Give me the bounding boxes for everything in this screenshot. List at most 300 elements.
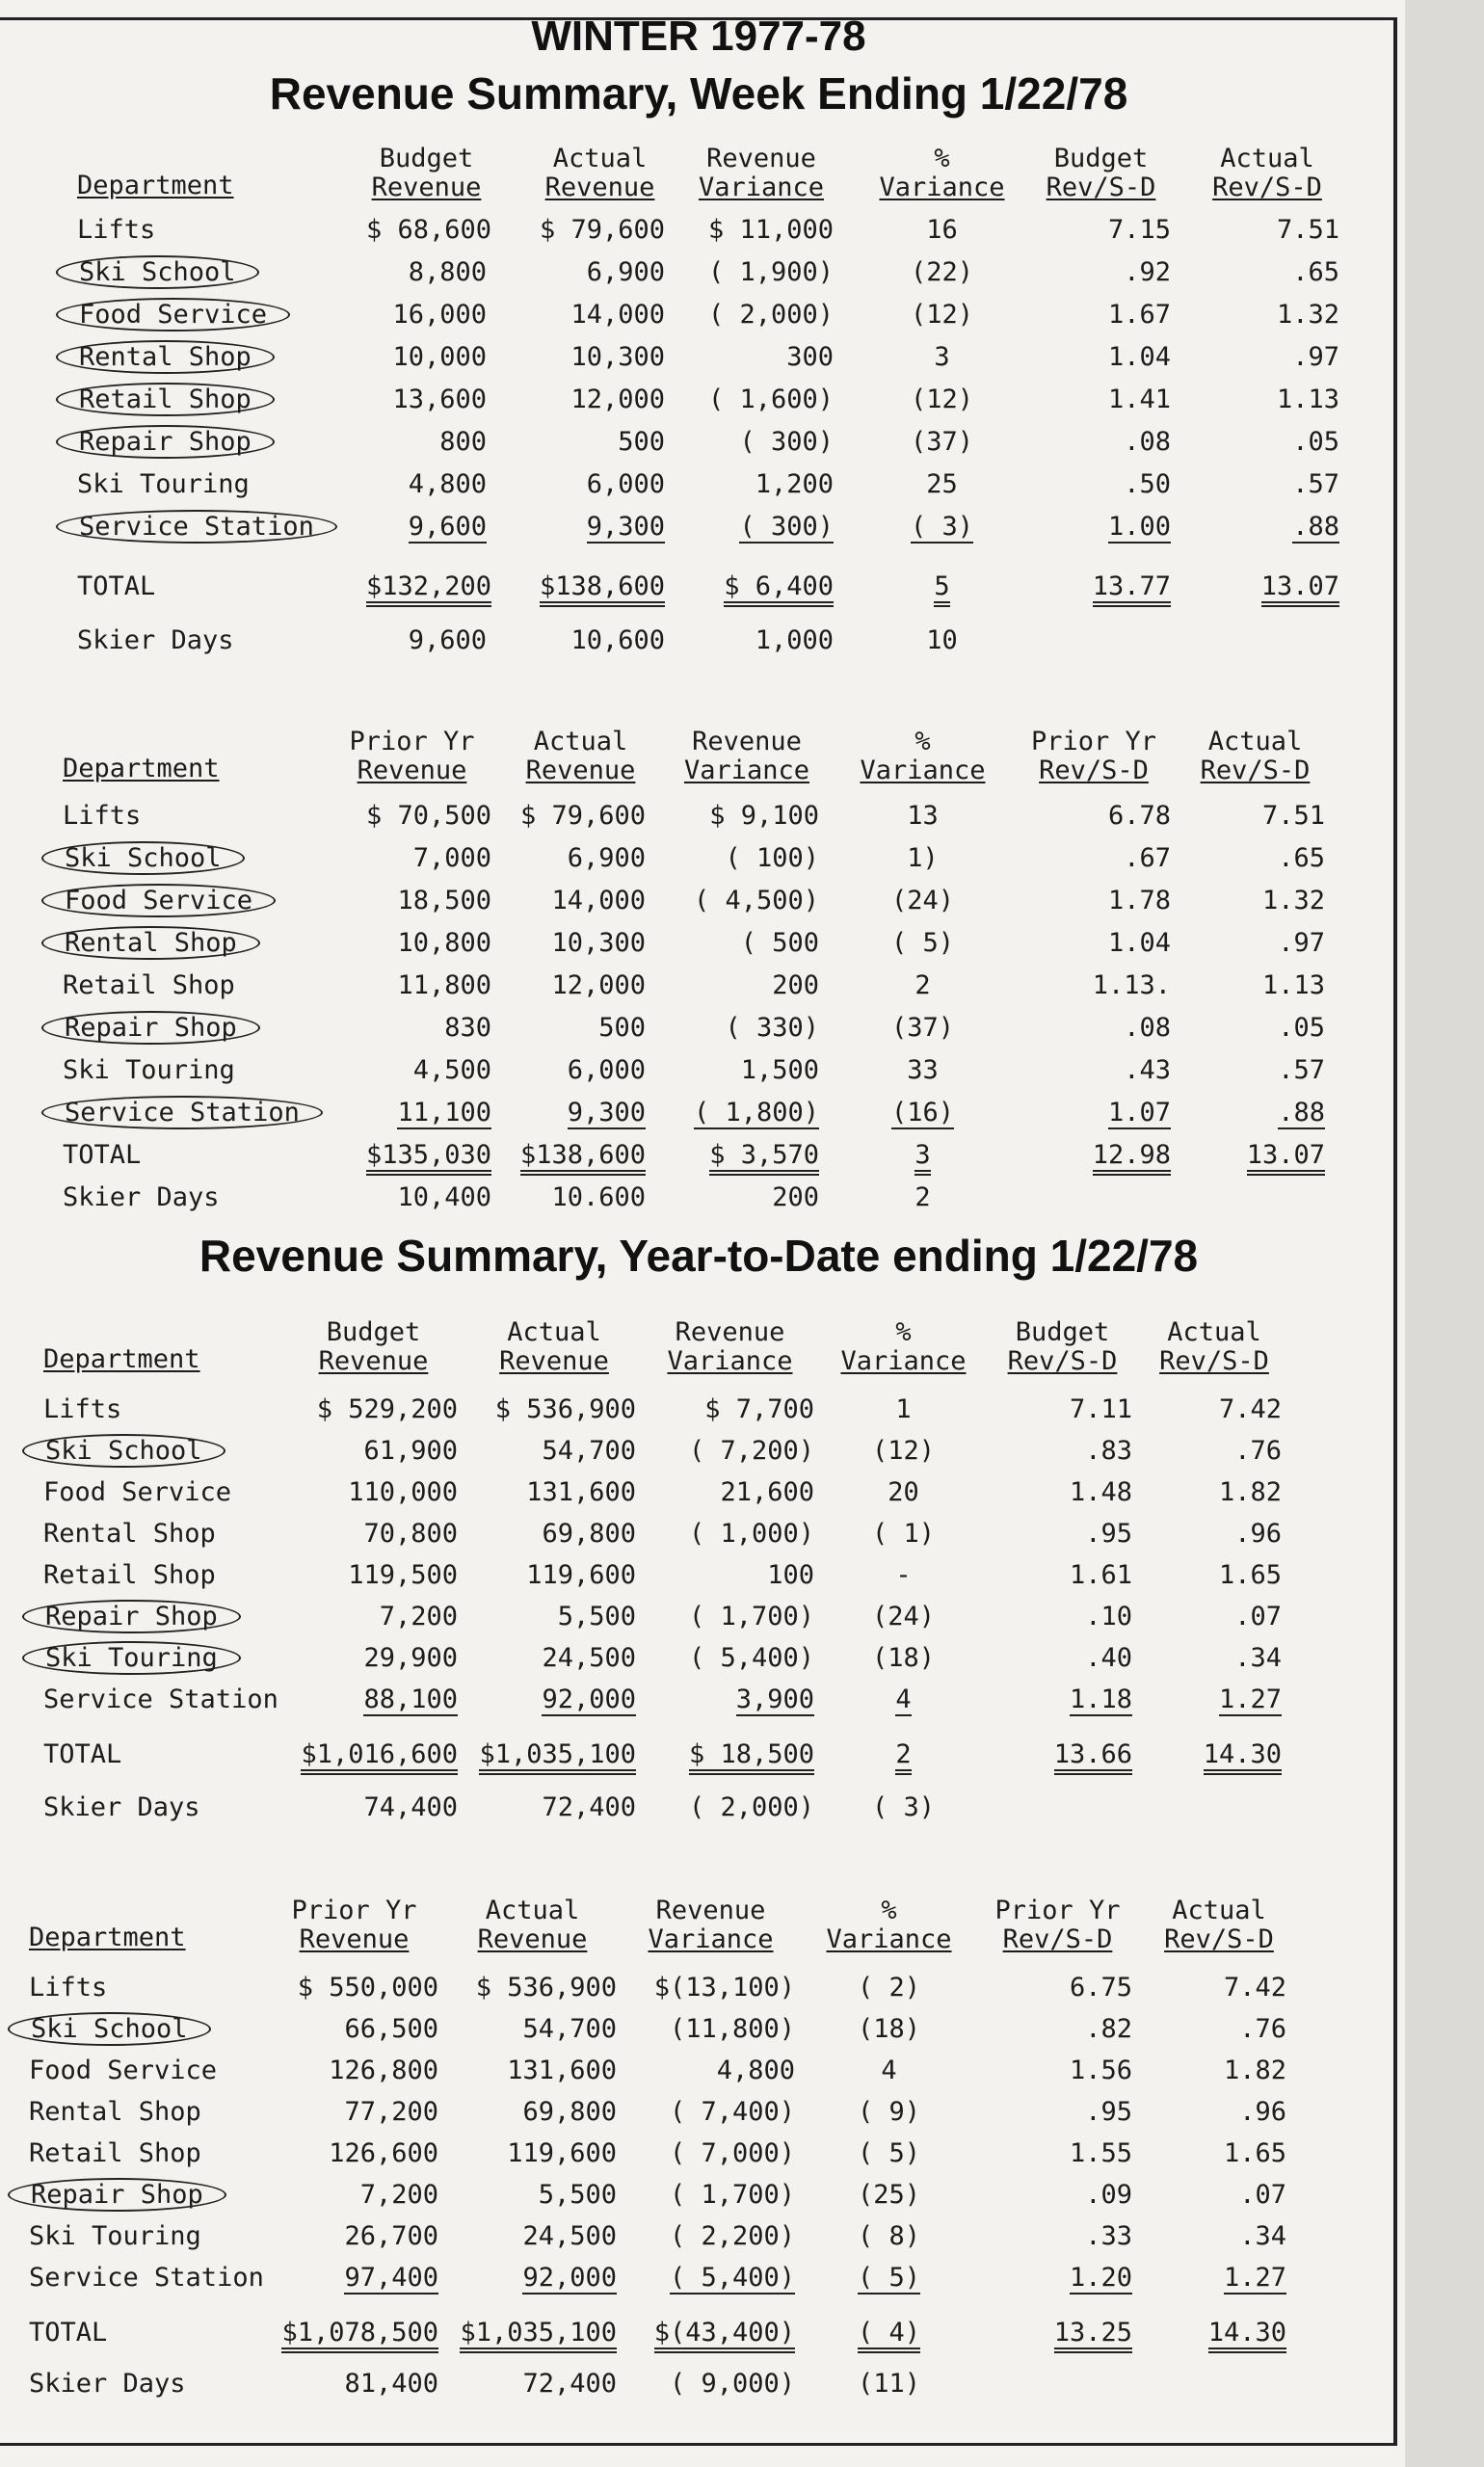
value-cell: 4,500: [412, 1055, 491, 1085]
value-cell: 131,600: [507, 2056, 617, 2085]
total-value: ( 4): [814, 2317, 964, 2349]
value-cell: 1.13.: [1092, 970, 1171, 1000]
value-cell: 7.51: [1276, 215, 1339, 245]
value-cell: 200: [772, 970, 819, 1000]
value-cell: ( 1,000): [688, 1519, 814, 1549]
value-cell: .57: [1278, 1055, 1325, 1085]
department-label: Lifts: [77, 215, 156, 245]
department-label: Ski School: [43, 1435, 225, 1468]
department-label: Repair Shop: [43, 1601, 241, 1633]
column-header: Department: [63, 754, 220, 783]
value-cell: ( 1,700): [669, 2180, 795, 2210]
value-cell: 77,200: [344, 2097, 438, 2127]
column-header: Actual Rev/S-D: [1212, 144, 1322, 202]
value-cell: $ 7,700: [704, 1394, 814, 1424]
value-cell: 88,100: [363, 1684, 458, 1714]
value-cell: .95: [1085, 1519, 1132, 1549]
column-header: Revenue Variance: [683, 727, 810, 785]
value-cell: 1.82: [1218, 1477, 1282, 1507]
department-label: Ski Touring: [77, 469, 250, 499]
value-cell: $ 9,100: [709, 801, 819, 831]
total-value: $132,200: [366, 570, 487, 603]
skier-days-value: 2: [914, 1182, 931, 1212]
skier-days-value: 72,400: [522, 2369, 617, 2399]
skier-days-value: (11): [857, 2369, 921, 2399]
total-value: $ 18,500: [646, 1738, 814, 1771]
value-cell: .34: [1234, 1643, 1282, 1673]
value-cell: (18): [857, 2014, 921, 2044]
value-cell: 1.55: [1069, 2138, 1132, 2168]
value-cell: ( 5,400): [688, 1643, 814, 1673]
value-cell: 100: [767, 1560, 814, 1590]
section-heading-week: Revenue Summary, Week Ending 1/22/78: [269, 68, 1128, 119]
total-label: TOTAL: [63, 1140, 142, 1170]
department-label: Ski School: [29, 2013, 211, 2046]
value-cell: 500: [598, 1013, 646, 1043]
value-cell: $ 79,600: [519, 801, 646, 831]
value-cell: ( 1,800): [693, 1098, 819, 1127]
column-header: Revenue Variance: [648, 1896, 774, 1954]
value-cell: 3,900: [735, 1684, 814, 1714]
value-cell: .57: [1292, 469, 1339, 499]
value-cell: 5,500: [557, 1602, 636, 1631]
department-label: Repair Shop: [29, 2179, 226, 2212]
value-cell: ( 2,200): [669, 2221, 795, 2251]
value-cell: .67: [1124, 843, 1171, 873]
total-value: $1,035,100: [472, 1738, 636, 1771]
value-cell: 1,500: [740, 1055, 819, 1085]
value-cell: 1.41: [1107, 385, 1171, 414]
value-cell: $ 79,600: [539, 215, 665, 245]
department-label: Retail Shop: [63, 970, 235, 1000]
department-label: Service Station: [63, 1097, 323, 1129]
value-cell: (24): [871, 1602, 936, 1631]
value-cell: 1.65: [1223, 2138, 1286, 2168]
value-cell: $(13,100): [653, 1973, 795, 2003]
value-cell: 1.00: [1107, 512, 1171, 542]
value-cell: .65: [1278, 843, 1325, 873]
value-cell: ( 2,000): [707, 300, 834, 330]
total-value: $ 3,570: [675, 1139, 819, 1172]
total-value: $135,030: [332, 1139, 491, 1172]
value-cell: $ 536,900: [494, 1394, 636, 1424]
value-cell: 1.20: [1069, 2263, 1132, 2293]
value-cell: .82: [1085, 2014, 1132, 2044]
column-header: % Variance: [826, 1896, 952, 1954]
column-header: Revenue Variance: [667, 1317, 793, 1376]
total-value: 12.98: [1017, 1139, 1171, 1172]
value-cell: 24,500: [542, 1643, 636, 1673]
department-label: Retail Shop: [77, 384, 275, 416]
value-cell: .96: [1239, 2097, 1286, 2127]
total-value: 3: [848, 1139, 997, 1172]
value-cell: 29,900: [363, 1643, 458, 1673]
value-cell: 6,900: [586, 257, 665, 287]
value-cell: (12): [910, 385, 974, 414]
value-cell: 1.13: [1261, 970, 1325, 1000]
value-cell: (37): [890, 1013, 955, 1043]
value-cell: ( 7,200): [688, 1436, 814, 1466]
skier-days-value: ( 2,000): [688, 1792, 814, 1822]
department-label: Rental Shop: [63, 927, 260, 960]
total-value: 13.25: [983, 2317, 1132, 2349]
value-cell: (12): [871, 1436, 936, 1466]
value-cell: ( 1,700): [688, 1602, 814, 1631]
value-cell: 1,200: [755, 469, 834, 499]
skier-days-value: 10,600: [570, 625, 665, 655]
value-cell: 14,000: [551, 886, 646, 915]
department-label: Lifts: [63, 801, 142, 831]
value-cell: 119,500: [348, 1560, 458, 1590]
value-cell: 92,000: [522, 2263, 617, 2293]
value-cell: .09: [1085, 2180, 1132, 2210]
total-label: TOTAL: [77, 571, 156, 601]
column-header: Actual Rev/S-D: [1159, 1317, 1269, 1376]
value-cell: 16,000: [392, 300, 487, 330]
value-cell: 6.78: [1107, 801, 1171, 831]
value-cell: 500: [618, 427, 665, 457]
value-cell: 97,400: [344, 2263, 438, 2293]
value-cell: 20: [888, 1477, 919, 1507]
value-cell: ( 1,600): [707, 385, 834, 414]
value-cell: 7.42: [1218, 1394, 1282, 1424]
value-cell: .97: [1292, 342, 1339, 372]
value-cell: 11,800: [397, 970, 491, 1000]
department-label: Lifts: [29, 1973, 108, 2003]
value-cell: 1.32: [1261, 886, 1325, 915]
value-cell: 126,800: [329, 2056, 438, 2085]
skier-days-label: Skier Days: [77, 625, 234, 655]
value-cell: ( 5): [857, 2263, 921, 2293]
value-cell: .76: [1234, 1436, 1282, 1466]
value-cell: 6.75: [1069, 1973, 1132, 2003]
value-cell: 119,600: [507, 2138, 617, 2168]
column-header: Revenue Variance: [698, 144, 825, 202]
total-value: $ 6,400: [689, 570, 834, 603]
value-cell: ( 3): [910, 512, 974, 542]
value-cell: .05: [1278, 1013, 1325, 1043]
value-cell: (37): [910, 427, 974, 457]
column-header: Prior Yr Rev/S-D: [1030, 727, 1157, 785]
column-header: Budget Revenue: [371, 144, 482, 202]
value-cell: .07: [1239, 2180, 1286, 2210]
value-cell: 10,000: [392, 342, 487, 372]
total-value: 2: [829, 1738, 978, 1771]
value-cell: ( 1,900): [707, 257, 834, 287]
total-label: TOTAL: [29, 2318, 108, 2348]
value-cell: 7.42: [1223, 1973, 1286, 2003]
value-cell: 1: [895, 1394, 912, 1424]
value-cell: ( 7,000): [669, 2138, 795, 2168]
value-cell: .08: [1124, 427, 1171, 457]
column-header: Budget Rev/S-D: [1046, 144, 1156, 202]
value-cell: 7,200: [359, 2180, 438, 2210]
value-cell: ( 100): [725, 843, 819, 873]
value-cell: 26,700: [344, 2221, 438, 2251]
value-cell: (25): [857, 2180, 921, 2210]
value-cell: .96: [1234, 1519, 1282, 1549]
department-label: Rental Shop: [43, 1519, 216, 1549]
value-cell: 2: [914, 970, 931, 1000]
value-cell: (16): [890, 1098, 955, 1127]
value-cell: ( 500: [740, 928, 819, 958]
value-cell: .50: [1124, 469, 1171, 499]
value-cell: 119,600: [526, 1560, 636, 1590]
value-cell: 61,900: [363, 1436, 458, 1466]
column-header: Actual Revenue: [477, 1896, 588, 1954]
skier-days-value: 10.600: [551, 1182, 646, 1212]
column-header: Department: [77, 171, 234, 200]
value-cell: 9,300: [586, 512, 665, 542]
total-value: 13.66: [993, 1738, 1132, 1771]
column-header: Actual Rev/S-D: [1164, 1896, 1274, 1954]
value-cell: .83: [1085, 1436, 1132, 1466]
department-label: Rental Shop: [29, 2097, 201, 2127]
value-cell: 13,600: [392, 385, 487, 414]
value-cell: 70,800: [363, 1519, 458, 1549]
column-header: Actual Revenue: [499, 1317, 609, 1376]
skier-days-value: ( 9,000): [669, 2369, 795, 2399]
department-label: Service Station: [43, 1684, 278, 1714]
value-cell: 1.78: [1107, 886, 1171, 915]
value-cell: 4,800: [716, 2056, 795, 2085]
column-header: Actual Rev/S-D: [1200, 727, 1311, 785]
department-label: Ski Touring: [43, 1642, 241, 1675]
skier-days-value: 10: [926, 625, 958, 655]
skier-days-label: Skier Days: [29, 2369, 186, 2399]
department-label: Ski School: [77, 256, 259, 289]
value-cell: (18): [871, 1643, 936, 1673]
value-cell: -: [895, 1560, 912, 1590]
value-cell: ( 300): [739, 512, 834, 542]
value-cell: 24,500: [522, 2221, 617, 2251]
total-value: $1,035,100: [448, 2317, 617, 2349]
value-cell: 1.27: [1223, 2263, 1286, 2293]
skier-days-value: 74,400: [363, 1792, 458, 1822]
column-header: Prior Yr Revenue: [291, 1896, 417, 1954]
value-cell: ( 8): [857, 2221, 921, 2251]
value-cell: 1.65: [1218, 1560, 1282, 1590]
department-label: Ski School: [63, 842, 245, 875]
value-cell: 6,000: [586, 469, 665, 499]
skier-days-value: 81,400: [344, 2369, 438, 2399]
value-cell: 7.11: [1069, 1394, 1132, 1424]
value-cell: 1.04: [1107, 928, 1171, 958]
value-cell: $ 68,600: [366, 215, 492, 245]
value-cell: 1.61: [1069, 1560, 1132, 1590]
skier-days-value: ( 3): [871, 1792, 936, 1822]
value-cell: ( 9): [857, 2097, 921, 2127]
value-cell: 7.51: [1261, 801, 1325, 831]
value-cell: ( 7,400): [669, 2097, 795, 2127]
value-cell: 5,500: [538, 2180, 617, 2210]
skier-days-value: 9,600: [408, 625, 487, 655]
department-label: Food Service: [63, 885, 276, 917]
value-cell: 4: [895, 1684, 912, 1714]
value-cell: .05: [1292, 427, 1339, 457]
department-label: Repair Shop: [63, 1012, 260, 1045]
value-cell: 54,700: [522, 2014, 617, 2044]
department-label: Repair Shop: [77, 426, 275, 459]
value-cell: (22): [910, 257, 974, 287]
value-cell: ( 5): [857, 2138, 921, 2168]
value-cell: 830: [444, 1013, 491, 1043]
value-cell: 21,600: [720, 1477, 814, 1507]
value-cell: ( 4,500): [693, 886, 819, 915]
department-label: Food Service: [77, 299, 290, 332]
column-header: % Variance: [840, 1317, 967, 1376]
column-header: Actual Revenue: [544, 144, 655, 202]
value-cell: 3: [934, 342, 950, 372]
value-cell: 10,300: [551, 928, 646, 958]
value-cell: 1.27: [1218, 1684, 1282, 1714]
value-cell: 7.15: [1107, 215, 1171, 245]
value-cell: 131,600: [526, 1477, 636, 1507]
department-label: Food Service: [29, 2056, 218, 2085]
total-value: $(43,400): [626, 2317, 795, 2349]
total-value: $138,600: [516, 1139, 646, 1172]
page-edge-shadow: [1405, 0, 1484, 2467]
section-heading-ytd: Revenue Summary, Year-to-Date ending 1/22/78: [199, 1231, 1199, 1281]
value-cell: (12): [910, 300, 974, 330]
value-cell: .95: [1085, 2097, 1132, 2127]
value-cell: 110,000: [348, 1477, 458, 1507]
value-cell: 6,900: [567, 843, 646, 873]
value-cell: 1.18: [1069, 1684, 1132, 1714]
value-cell: 7,000: [412, 843, 491, 873]
skier-days-value: 200: [772, 1182, 819, 1212]
department-label: Food Service: [43, 1477, 232, 1507]
value-cell: $ 550,000: [297, 1973, 438, 2003]
total-value: $138,600: [535, 570, 665, 603]
value-cell: 1.07: [1107, 1098, 1171, 1127]
total-value: 13.07: [1185, 1139, 1325, 1172]
value-cell: .10: [1085, 1602, 1132, 1631]
column-header: Department: [43, 1344, 200, 1374]
value-cell: 6,000: [567, 1055, 646, 1085]
value-cell: 7,200: [379, 1602, 458, 1631]
value-cell: 4,800: [408, 469, 487, 499]
value-cell: .08: [1124, 1013, 1171, 1043]
value-cell: 1.67: [1107, 300, 1171, 330]
total-value: $1,078,500: [270, 2317, 438, 2349]
value-cell: .65: [1292, 257, 1339, 287]
value-cell: .88: [1292, 512, 1339, 542]
value-cell: $ 11,000: [707, 215, 834, 245]
value-cell: 1.13: [1276, 385, 1339, 414]
column-header: Prior Yr Rev/S-D: [994, 1896, 1121, 1954]
value-cell: 1.56: [1069, 2056, 1132, 2085]
value-cell: ( 300): [739, 427, 834, 457]
value-cell: 10,800: [397, 928, 491, 958]
value-cell: $ 536,900: [475, 1973, 617, 2003]
total-value: 14.30: [1147, 1738, 1282, 1771]
value-cell: 1.04: [1107, 342, 1171, 372]
value-cell: 92,000: [542, 1684, 636, 1714]
value-cell: ( 330): [725, 1013, 819, 1043]
skier-days-label: Skier Days: [63, 1182, 220, 1212]
total-value: 5: [867, 570, 1017, 603]
value-cell: $ 70,500: [365, 801, 491, 831]
value-cell: 300: [786, 342, 834, 372]
skier-days-label: Skier Days: [43, 1792, 200, 1822]
value-cell: ( 5): [890, 928, 955, 958]
skier-days-value: 1,000: [755, 625, 834, 655]
total-value: 13.77: [1031, 570, 1171, 603]
value-cell: 16: [926, 215, 958, 245]
column-header: Department: [29, 1923, 186, 1952]
value-cell: .88: [1278, 1098, 1325, 1127]
skier-days-value: 10,400: [397, 1182, 491, 1212]
total-value: $1,016,600: [289, 1738, 458, 1771]
value-cell: .92: [1124, 257, 1171, 287]
total-value: 13.07: [1195, 570, 1339, 603]
value-cell: 12,000: [551, 970, 646, 1000]
value-cell: 1.32: [1276, 300, 1339, 330]
value-cell: 1.48: [1069, 1477, 1132, 1507]
value-cell: 66,500: [344, 2014, 438, 2044]
value-cell: (11,800): [669, 2014, 795, 2044]
value-cell: .33: [1085, 2221, 1132, 2251]
column-header: Budget Revenue: [318, 1317, 429, 1376]
value-cell: 33: [907, 1055, 939, 1085]
department-label: Retail Shop: [29, 2138, 201, 2168]
value-cell: ( 1): [871, 1519, 936, 1549]
value-cell: 54,700: [542, 1436, 636, 1466]
department-label: Lifts: [43, 1394, 122, 1424]
value-cell: 8,800: [408, 257, 487, 287]
value-cell: $ 529,200: [316, 1394, 458, 1424]
department-label: Retail Shop: [43, 1560, 216, 1590]
value-cell: 69,800: [522, 2097, 617, 2127]
value-cell: 12,000: [570, 385, 665, 414]
value-cell: 14,000: [570, 300, 665, 330]
value-cell: 1.82: [1223, 2056, 1286, 2085]
column-header: Actual Revenue: [525, 727, 636, 785]
column-header: % Variance: [860, 727, 986, 785]
total-label: TOTAL: [43, 1739, 122, 1769]
skier-days-value: 72,400: [542, 1792, 636, 1822]
department-label: Ski Touring: [63, 1055, 235, 1085]
value-cell: 800: [439, 427, 487, 457]
value-cell: .34: [1239, 2221, 1286, 2251]
value-cell: .07: [1234, 1602, 1282, 1631]
department-label: Service Station: [77, 511, 337, 544]
column-header: Prior Yr Revenue: [349, 727, 475, 785]
department-label: Ski Touring: [29, 2221, 201, 2251]
value-cell: 9,300: [567, 1098, 646, 1127]
value-cell: .76: [1239, 2014, 1286, 2044]
total-value: 14.30: [1152, 2317, 1286, 2349]
value-cell: 13: [907, 801, 939, 831]
value-cell: ( 2): [857, 1973, 921, 2003]
department-label: Rental Shop: [77, 341, 275, 374]
document-title: WINTER 1977-78: [531, 13, 866, 60]
column-header: % Variance: [879, 144, 1005, 202]
value-cell: 9,600: [408, 512, 487, 542]
column-header: Budget Rev/S-D: [1007, 1317, 1118, 1376]
value-cell: .40: [1085, 1643, 1132, 1673]
value-cell: 18,500: [397, 886, 491, 915]
value-cell: 1): [907, 843, 939, 873]
value-cell: 126,600: [329, 2138, 438, 2168]
value-cell: .43: [1124, 1055, 1171, 1085]
value-cell: ( 5,400): [669, 2263, 795, 2293]
department-label: Service Station: [29, 2263, 264, 2293]
value-cell: (24): [890, 886, 955, 915]
value-cell: 25: [926, 469, 958, 499]
value-cell: 11,100: [397, 1098, 491, 1127]
